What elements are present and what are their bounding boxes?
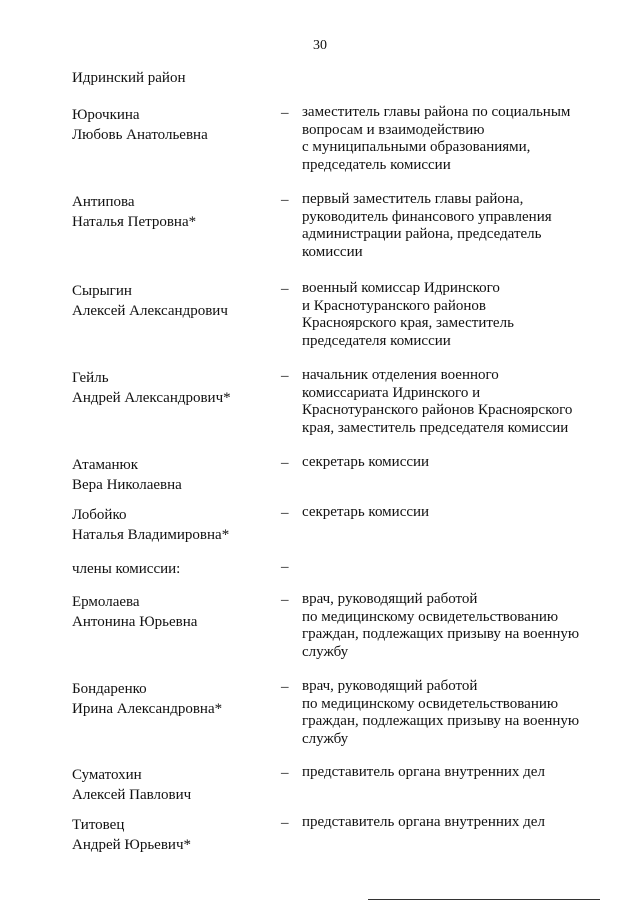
member-role-line: по медицинскому освидетельствованию: [302, 695, 559, 712]
member-name: [72, 559, 272, 579]
role-dash: –: [281, 592, 289, 608]
member-role: [302, 454, 602, 472]
member-name-line: Суматохин: [72, 767, 142, 783]
member-name-line: Лобойко: [72, 507, 127, 523]
member-name-line: Ирина Александровна*: [72, 701, 223, 717]
member-name: [72, 505, 272, 545]
member-role-line: комиссариата Идринского и: [302, 384, 481, 401]
member-name-line: Наталья Петровна*: [72, 214, 197, 230]
member-role: [302, 504, 602, 522]
page-number: 30: [313, 38, 327, 53]
member-name-line: Алексей Александрович: [72, 303, 228, 319]
role-dash: –: [281, 559, 289, 575]
member-role-line: Красноярского края, заместитель: [302, 315, 514, 331]
member-name-line: Ермолаева: [72, 594, 140, 610]
member-name-line: Антонина Юрьевна: [72, 614, 198, 630]
member-role-line: председателя комиссии: [302, 332, 451, 349]
member-name: [72, 105, 272, 145]
member-role-line: комиссии: [302, 243, 363, 260]
member-role-line: первый заместитель главы района,: [302, 191, 524, 207]
member-name: [72, 455, 272, 495]
member-role-line: Краснотуранского районов Красноярского: [302, 402, 573, 418]
role-dash: –: [281, 105, 289, 121]
member-role: [302, 104, 602, 174]
member-name: [72, 679, 272, 719]
role-dash: –: [281, 815, 289, 831]
member-name: [72, 192, 272, 232]
member-name: [72, 368, 272, 408]
role-dash: –: [281, 455, 289, 471]
member-name: [72, 815, 272, 855]
member-name: [72, 765, 272, 805]
role-dash: –: [281, 765, 289, 781]
member-role: [302, 591, 602, 661]
member-role-line: края, заместитель председателя комиссии: [302, 419, 569, 436]
member-name-line: Андрей Юрьевич*: [72, 837, 191, 853]
member-name-line: Титовец: [72, 817, 125, 833]
member-role-line: граждан, подлежащих призыву на военную: [302, 626, 580, 642]
role-dash: –: [281, 368, 289, 384]
member-name-line: Алексей Павлович: [72, 787, 192, 803]
member-role-line: представитель органа внутренних дел: [302, 764, 545, 780]
district-heading: Идринский район: [72, 70, 186, 86]
footer-rule: [368, 899, 600, 900]
member-name-line: Гейль: [72, 370, 109, 386]
member-role-line: секретарь комиссии: [302, 454, 430, 470]
member-role-line: с муниципальными образованиями,: [302, 139, 531, 155]
member-name: [72, 281, 272, 321]
member-name-line: Атаманюк: [72, 457, 139, 473]
member-role-line: председатель комиссии: [302, 156, 451, 173]
member-name-line: Юрочкина: [72, 107, 140, 123]
role-dash: –: [281, 192, 289, 208]
member-role-line: военный комиссар Идринского: [302, 280, 500, 296]
member-role: [302, 814, 602, 832]
member-role-line: по медицинскому освидетельствованию: [302, 608, 559, 625]
member-name-line: Наталья Владимировна*: [72, 527, 230, 543]
member-role-line: вопросам и взаимодействию: [302, 121, 485, 138]
member-role-line: врач, руководящий работой: [302, 678, 478, 694]
member-name-line: Сырыгин: [72, 283, 132, 299]
member-name-line: Бондаренко: [72, 681, 147, 697]
member-role: [302, 678, 602, 748]
member-name-line: Любовь Анатольевна: [72, 127, 208, 143]
member-name: [72, 592, 272, 632]
role-dash: –: [281, 679, 289, 695]
member-role-line: службу: [302, 730, 349, 747]
member-role: [302, 280, 602, 350]
member-role-line: руководитель финансового управления: [302, 208, 552, 225]
member-role-line: и Краснотуранского районов: [302, 297, 486, 314]
member-role: [302, 764, 602, 782]
member-role-line: начальник отделения военного: [302, 367, 499, 383]
member-role-line: администрации района, председатель: [302, 226, 542, 242]
member-name-line: Андрей Александрович*: [72, 390, 231, 406]
role-dash: –: [281, 281, 289, 297]
member-role: [302, 191, 602, 261]
member-role-line: секретарь комиссии: [302, 504, 430, 520]
member-name-line: члены комиссии:: [72, 561, 181, 577]
member-name-line: Вера Николаевна: [72, 477, 182, 493]
member-role-line: представитель органа внутренних дел: [302, 814, 545, 830]
member-name-line: Антипова: [72, 194, 135, 210]
member-role-line: граждан, подлежащих призыву на военную: [302, 713, 580, 729]
member-role: [302, 367, 602, 437]
member-role-line: службу: [302, 643, 349, 660]
role-dash: –: [281, 505, 289, 521]
member-role-line: врач, руководящий работой: [302, 591, 478, 607]
member-role-line: заместитель главы района по социальным: [302, 104, 571, 120]
